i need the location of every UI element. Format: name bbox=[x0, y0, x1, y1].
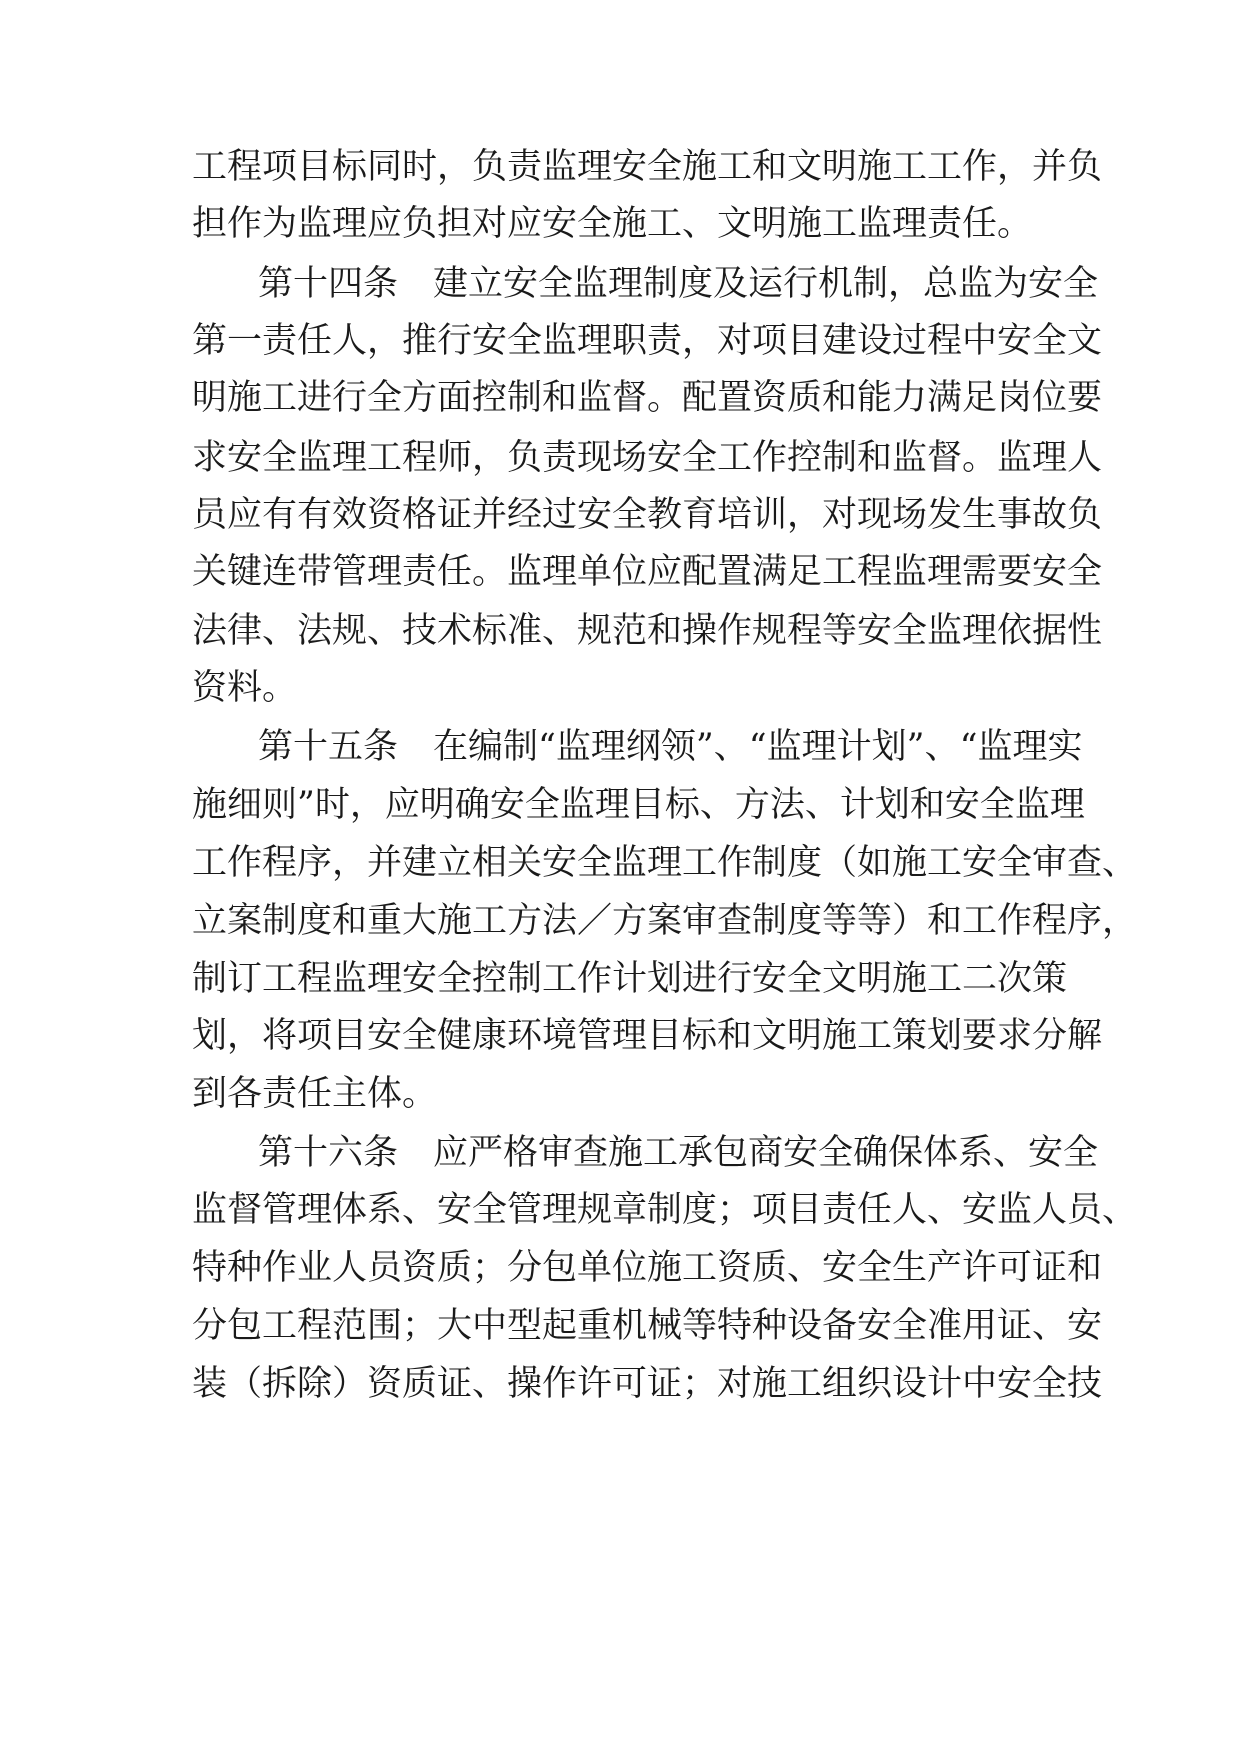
text-line: 关键连带管理责任。监理单位应配置满足工程监理需要安全 bbox=[192, 552, 1103, 592]
text-line: 第一责任人，推行安全监理职责，对项目建设过程中安全文 bbox=[192, 321, 1103, 361]
text-line: 监督管理体系、安全管理规章制度；项目责任人、安监人员、 bbox=[192, 1190, 1138, 1230]
text-line: 分包工程范围；大中型起重机械等特种设备安全准用证、安 bbox=[192, 1306, 1103, 1346]
text-line: 求安全监理工程师，负责现场安全工作控制和监督。监理人 bbox=[192, 438, 1103, 478]
article-15-heading-line: 第十五条 在编制“监理纲领”、“监理计划”、“监理实 bbox=[258, 727, 1083, 767]
article-14-heading-line: 第十四条 建立安全监理制度及运行机制，总监为安全 bbox=[258, 264, 1099, 304]
text-line: 工作程序，并建立相关安全监理工作制度（如施工安全审查、 bbox=[192, 843, 1138, 883]
text-line: 担作为监理应负担对应安全施工、文明施工监理责任。 bbox=[192, 204, 1033, 244]
text-line: 划，将项目安全健康环境管理目标和文明施工策划要求分解 bbox=[192, 1016, 1103, 1056]
text-line: 法律、法规、技术标准、规范和操作规程等安全监理依据性 bbox=[192, 611, 1103, 651]
article-16-heading-line: 第十六条 应严格审查施工承包商安全确保体系、安全 bbox=[258, 1133, 1099, 1173]
text-line: 工程项目标同时，负责监理安全施工和文明施工工作，并负 bbox=[192, 147, 1103, 187]
text-line: 到各责任主体。 bbox=[192, 1074, 438, 1114]
text-line: 装（拆除）资质证、操作许可证；对施工组织设计中安全技 bbox=[192, 1364, 1103, 1404]
text-line: 明施工进行全方面控制和监督。配置资质和能力满足岗位要 bbox=[192, 378, 1103, 418]
text-line: 立案制度和重大施工方法／方案审查制度等等）和工作程序， bbox=[192, 901, 1138, 941]
text-line: 特种作业人员资质；分包单位施工资质、安全生产许可证和 bbox=[192, 1248, 1103, 1288]
text-line: 制订工程监理安全控制工作计划进行安全文明施工二次策 bbox=[192, 959, 1068, 999]
text-line: 资料。 bbox=[192, 668, 298, 708]
text-line: 施细则”时，应明确安全监理目标、方法、计划和安全监理 bbox=[192, 785, 1085, 825]
text-line: 员应有有效资格证并经过安全教育培训，对现场发生事故负 bbox=[192, 495, 1103, 535]
